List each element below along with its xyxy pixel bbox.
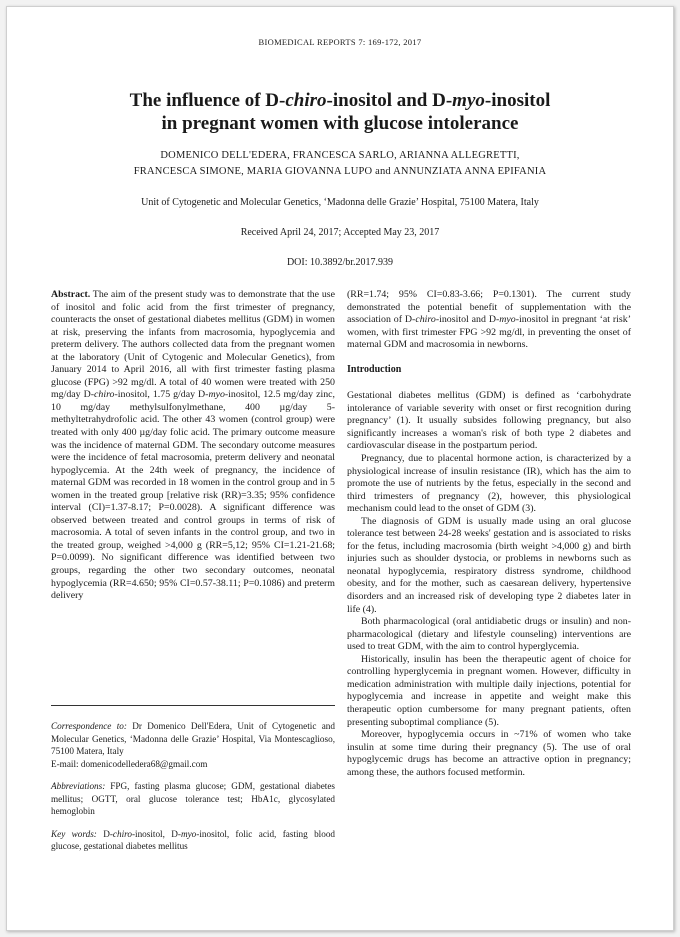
abstract-cont-2: -inositol and D-: [435, 314, 500, 326]
footnotes: [51, 720, 335, 863]
correspondence: [51, 720, 335, 770]
intro-paragraph-1: Gestational diabetes mellitus (GDM) is defined as ‘carbohydrate intolerance of variable severity with onset or first recognition during pregnancy’ (1). It usually subsides following pregnancy, but also significantly increases a woman's risk of both type 2 diabetes and cardiovascular disease in the postpartum period.: [347, 390, 631, 452]
intro-paragraph-3: The diagnosis of GDM is usually made using an oral glucose tolerance test between 24-28 weeks' gestation and is associated to risks for the fetus, including macrosomia (birth weight >4,000 g) and birth injuries such as shoulder dystocia, or problems in newborns such as neonatal hypoglycemia, respiratory distress syndrome, childhood obesity, and for the mother, such as caesarean delivery, hypertensive disorders and an increased risk of developing type 2 diabetes later in life (4).: [347, 515, 631, 615]
title-italic-1: chiro: [285, 90, 327, 111]
abbreviations-label: Abbreviations:: [51, 781, 106, 791]
keywords-text-3: -inositol, folic acid, fasting blood glucose, gestational diabetes mellitus: [51, 828, 336, 851]
abstract: [51, 289, 335, 603]
footnote-divider: [51, 705, 335, 706]
abbreviations: [51, 780, 335, 818]
intro-paragraph-5: Historically, insulin has been the therapeutic agent of choice for controlling hyperglycemia in pregnant women. However, difficulty in medication administration with multiple daily injections, potential for hypoglycemia and increase in appetite and weight make this therapeutic option cumbersome for many pregnant patients, often presenting suboptimal compliance (5).: [347, 653, 631, 728]
abstract-continuation: [347, 289, 631, 352]
abstract-cont-italic-1: chiro: [415, 314, 436, 326]
keywords: [51, 828, 335, 853]
abstract-italic-1: chiro: [94, 389, 115, 401]
abstract-text-2: -inositol, 1.75 g/day D-: [114, 389, 209, 401]
correspondence-email[interactable]: E-mail: domenicodelledera68@gmail.com: [51, 758, 208, 769]
abstract-text-3: -inositol, 12.5 mg/day zinc, 10 mg/day methylsulfonylmethane, 400 µg/day 5-methyltetrahydrofolic acid. The other 43 women (control group) were treated with only 400 µg/day folic acid. The primary outcome measure was the incidence of maternal GDM. The secondary outcome measures were the incidence of fetal macrosomia, preterm delivery and neonatal hypoglycemia. At the 24th week of pregnancy, the incidence of maternal GDM was recorded in 18 women in the control group and in 5 women in the treated group [relative risk (RR)=3.35; 95% confidence interval (CI)=1.37-8.17; P=0.0028). A significant difference was observed between treated and control groups in terms of risk of macrosomia. A total of seven infants in the control group, and two in the treated group, weighed >4,000 g (RR=5,12; 95% CI=1.21-21.68; P=0.0099). No significant difference was identified between two groups, regarding the other two secondary outcomes, neonatal hypoglycemia (RR=4.650; 95% CI=0.57-38.11; P=0.1086) and preterm delivery: [51, 389, 335, 602]
doi: DOI: 10.3892/br.2017.939: [286, 257, 394, 268]
title-part-1: The influence of D-: [129, 90, 286, 111]
journal-page: [6, 6, 674, 931]
author-list: [37, 148, 643, 180]
abbreviations-text: FPG, fasting plasma glucose; GDM, gestational diabetes mellitus; OGTT, oral glucose tolerance test; HbA1c, glycosylated hemoglobin: [51, 781, 335, 816]
keywords-italic-2: myo: [180, 828, 197, 839]
abstract-label: Abstract.: [51, 289, 91, 300]
title-part-3: -inositol: [484, 90, 551, 111]
abstract-text-1: The aim of the present study was to demonstrate that the use of inositol and folic acid from the first trimester of pregnancy, counteracts the onset of gestational diabetes mellitus (GDM) in women at risk, preserving the infants from macrosomia, hypoglycemia and preterm delivery. The authors collected data from the pregnant women at the laboratory (Unit of Cytogenic and Molecular Genetics), from January 2014 to April 2016, all with first trimester fasting plasma glucose (FPG) >92 mg/dl. A total of 40 women were treated with 250 mg/day D-: [51, 289, 335, 401]
left-column: [51, 289, 335, 603]
title-part-2: -inositol and D-: [326, 90, 453, 111]
authors-line-1: DOMENICO DELL'EDERA, FRANCESCA SARLO, ARIANNA ALLEGRETTI,: [160, 150, 520, 161]
abstract-cont-italic-2: myo: [499, 314, 516, 326]
keywords-label: Key words:: [51, 828, 97, 839]
right-column: [347, 289, 631, 779]
received-accepted-dates: Received April 24, 2017; Accepted May 23, 2017: [240, 227, 440, 238]
affiliation: Unit of Cytogenetic and Molecular Genetics, ‘Madonna delle Grazie’ Hospital, 75100 Matera, Italy: [141, 197, 539, 208]
introduction-heading: Introduction: [347, 363, 402, 375]
running-head: BIOMEDICAL REPORTS 7: 169-172, 2017: [258, 37, 422, 47]
correspondence-text: Dr Domenico Dell'Edera, Unit of Cytogenetic and Molecular Genetics, ‘Madonna delle Grazie’ Hospital, Via Montescaglioso, 75100 Matera, Italy: [51, 721, 335, 756]
intro-paragraph-4: Both pharmacological (oral antidiabetic drugs or insulin) and non-pharmacological (dietary and lifestyle counseling) interventions are used to treat GDM, with the aim to control hyperglycemia.: [347, 616, 631, 653]
authors-line-2: FRANCESCA SIMONE, MARIA GIOVANNA LUPO and ANNUNZIATA ANNA EPIFANIA: [133, 166, 547, 177]
abstract-cont-3: -inositol in pregnant ‘at risk’ women, with first trimester FPG >92 mg/dl, in preventing the onset of maternal GDM and macrosomia in newborns.: [347, 314, 631, 351]
intro-paragraph-6: Moreover, hypoglycemia occurs in ~71% of women who take insulin at some time during their pregnancy (5). The use of oral hypoglycemic drugs has become an attractive option in pregnancy; among these, the authors focused metformin.: [347, 729, 631, 778]
abstract-italic-2: myo: [208, 389, 225, 401]
keywords-text-2: -inositol, D-: [131, 828, 181, 839]
intro-paragraph-2: Pregnancy, due to placental hormone action, is characterized by a physiological increase of insulin resistance (IR), which has the aim to promote the use of nutrients by the fetus, especially in the second and third trimesters of pregnancy (2), however, this physiological mechanism could lead to the onset of GDM (3).: [347, 453, 631, 515]
title-line-2: in pregnant women with glucose intolerance: [161, 113, 519, 134]
correspondence-label: Correspondence to:: [51, 721, 127, 731]
paper-title: [47, 89, 633, 135]
title-italic-2: myo: [452, 90, 485, 111]
keywords-italic-1: chiro: [112, 828, 132, 839]
keywords-text-1: D-: [96, 828, 113, 839]
abstract-cont-1: (RR=1.74; 95% CI=0.83-3.66; P=0.1301). The current study demonstrated the potential benefit of supplementation with the association of D-: [347, 289, 631, 326]
